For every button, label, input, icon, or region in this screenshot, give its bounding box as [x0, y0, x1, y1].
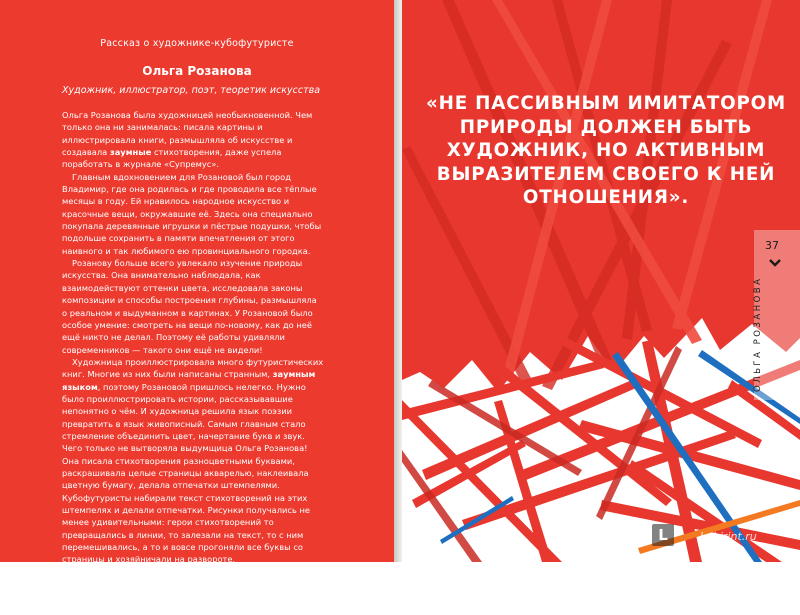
body-paragraph	[62, 566, 324, 615]
body-paragraph	[62, 356, 324, 566]
paragraph-text: Розанову больше всего увлекало изучение природы искусства. Она внимательно наблюдала, как взаимодействуют оттенки цвета, исследовала законы композиции и способы построения глубины, размышляла о реальном и выдуманном в картинах. У Розановой было особое умение: смотреть на вещи по-новому, как до неё ещё никто не делал. Поэтому её работы удивляли современников — такого они ещё не видели!	[62, 258, 317, 355]
paragraph-text: , поэтому Розановой пришлось нелегко. Нужно было проиллюстрировать истории, рассказывавшие непонятно о чём. И художница решила язык поэзии превратить в язык живописный. Самым главным стало стремление объединить цвет, начертание букв и звук. Чего только не вытворяла выдумщица Ольга Розанова! Она писала стихотворения разноцветными буквами, раскрашивала целые страницы акварелью, наклеивала цветную бумагу, делала отпечатки штемпелями. Кубофутуристы набирали текст стихотворений на этих штемпелях и делали отпечатки. Рисунки получались не менее удивительными: герои стихотворений то превращались в линии, то залезали на текст, то с ним перемешивались, а то и вовсе прогоняли все буквы со страницы и хозяйничали на развороте.	[62, 381, 311, 565]
paragraph-text: Главным вдохновением для Розановой был город Владимир, где она родилась и где проводила все тёплые месяцы в году. Ей нравилось народное искусство и красочные вещи, окружавшие её. Здесь она специально покупала деревянные игрушки и пёстрые подушки, чтобы подольше сохранить в памяти впечатления от этого наивного и так любимого ею провинциального городка.	[62, 171, 322, 256]
emphasized-term: заумные	[109, 147, 152, 158]
emphasized-term: заумным языком	[62, 369, 316, 392]
watermark-logo-icon: L	[652, 524, 674, 546]
body-paragraph	[62, 257, 324, 356]
author-subtitle: Художник, иллюстратор, поэт, теоретик искусства	[62, 85, 321, 96]
running-side-title: ОЛЬГА РОЗАНОВА	[753, 276, 763, 392]
page-number: 37	[765, 239, 779, 252]
author-name: Ольга Розанова	[142, 64, 252, 78]
paragraph-text: Художница проиллюстрировала много футуристических книг. Многие из них были написаны странным,	[62, 356, 324, 380]
body-text	[62, 109, 324, 615]
body-paragraph	[62, 109, 324, 171]
book-gutter	[394, 0, 402, 562]
chevron-down-icon	[768, 258, 782, 268]
paragraph-text: Ольга Розанова была художницей необыкновенной. Чем только она ни занималась: писала картины и иллюстрировала книги, размышляла об искусстве и создавала	[62, 110, 313, 158]
left-page	[0, 0, 394, 614]
watermark-text: Labirint.ru	[700, 530, 757, 543]
right-page	[402, 0, 800, 562]
running-header: Рассказ о художнике-кубофутуристе	[100, 38, 294, 49]
paragraph-text: стихотворения, даже успела поработать в журнале «Супремус».	[62, 147, 282, 170]
pull-quote: «НЕ ПАССИВНЫМ ИМИТАТОРОМ ПРИРОДЫ ДОЛЖЕН БЫТЬ ХУДОЖНИК, НО АКТИВНЫМ ВЫРАЗИТЕЛЕМ СВОЕГО К НЕЙ ОТНОШЕНИЯ».	[425, 93, 787, 208]
paper-strips-illustration	[402, 0, 800, 562]
body-paragraph	[62, 171, 324, 257]
paragraph-text: А названия книг были одно смешнее другого! Например, «Бух лесиный», «Утиное гнёздышко... дурных слов», «Взорваль», «Тэ ли ле». Как ты думаешь, о чём рассказывается в этих книгах?	[62, 566, 314, 614]
